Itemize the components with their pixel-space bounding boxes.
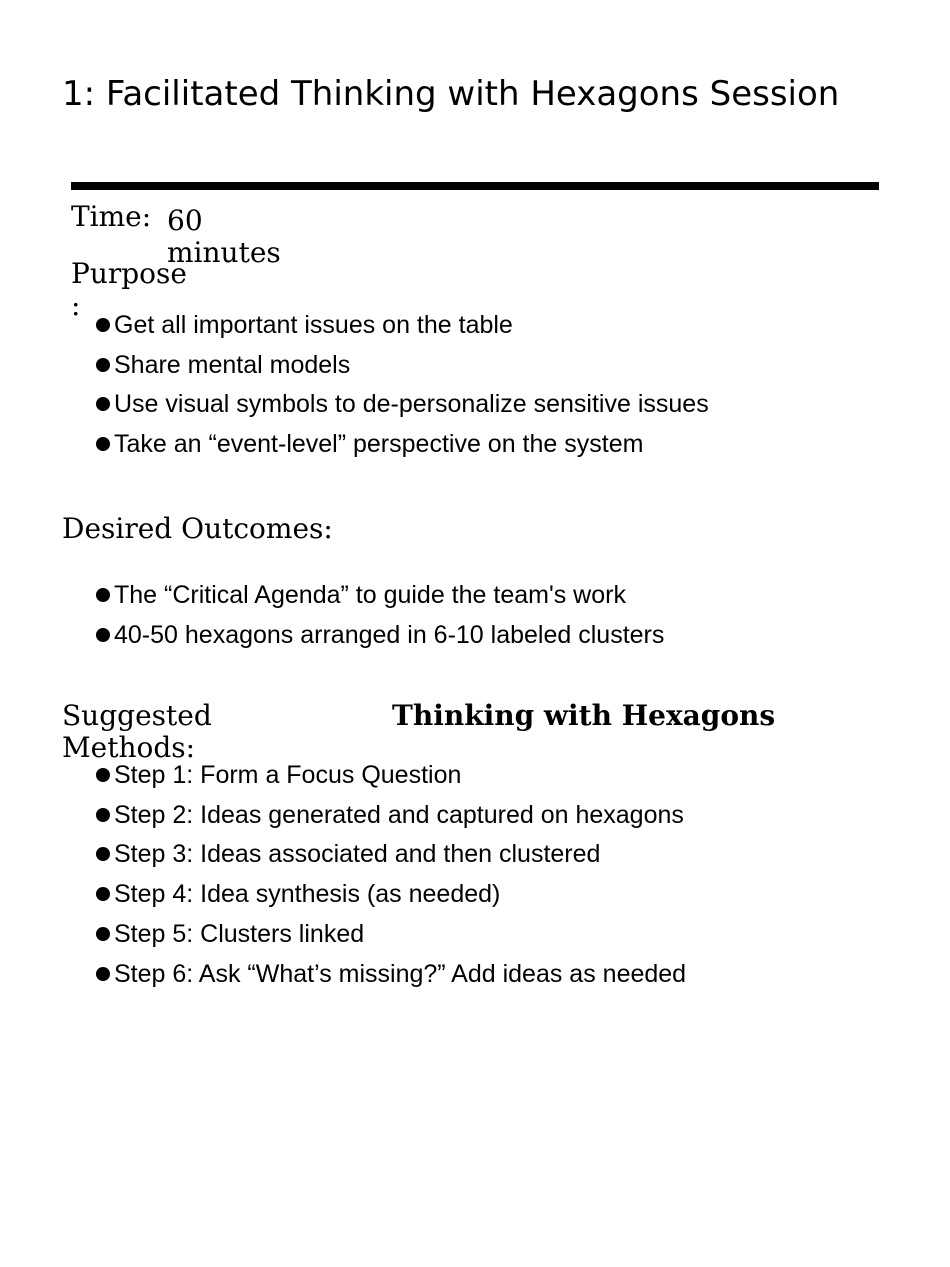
bullet-icon (96, 318, 110, 332)
bullet-icon (96, 768, 110, 782)
list-item (96, 306, 709, 346)
list-item (96, 756, 686, 796)
list-item-text: Get all important issues on the table (114, 311, 513, 339)
list-item-text: Step 1: Form a Focus Question (114, 761, 462, 789)
list-item (96, 796, 686, 836)
time-label-colon: : (141, 200, 152, 233)
page-title: 1: Facilitated Thinking with Hexagons Session (62, 74, 840, 114)
time-value-unit: minutes (167, 236, 281, 269)
purpose-label-colon: : (71, 289, 81, 322)
list-item (96, 915, 686, 955)
list-item-text: Use visual symbols to de-personalize sensitive issues (114, 390, 709, 419)
list-item (96, 835, 686, 875)
bullet-icon (96, 927, 110, 941)
list-item-text: Share mental models (114, 350, 351, 379)
list-item (96, 875, 686, 915)
methods-label-line1: Suggested (62, 699, 212, 732)
list-item-text: The “Critical Agenda” to guide the team's work (114, 581, 626, 609)
list-item-text: Step 3: Ideas associated and then clustered (114, 840, 601, 869)
list-item-text: Step 4: Idea synthesis (as needed) (114, 880, 501, 909)
list-item-text: 40-50 hexagons arranged in 6-10 labeled clusters (114, 620, 665, 649)
list-item (96, 955, 686, 995)
list-item (96, 576, 664, 616)
outcomes-list (96, 576, 664, 655)
bullet-icon (96, 847, 110, 861)
list-item (96, 616, 664, 656)
list-item (96, 425, 709, 465)
time-value-number: 60 (167, 204, 203, 237)
list-item-text: Step 2: Ideas generated and captured on hexagons (114, 800, 684, 829)
bullet-icon (96, 628, 110, 642)
bullet-icon (96, 358, 110, 372)
methods-label (62, 700, 212, 764)
list-item-text: Step 5: Clusters linked (114, 919, 365, 948)
outcomes-label: Desired Outcomes: (62, 512, 333, 545)
bullet-icon (96, 808, 110, 822)
purpose-label: Purpose (71, 257, 187, 290)
methods-label-line2: Methods: (62, 731, 196, 764)
bullet-icon (96, 588, 110, 602)
bullet-icon (96, 967, 110, 981)
methods-list (96, 756, 686, 994)
list-item (96, 385, 709, 425)
bullet-icon (96, 397, 110, 411)
list-item-text: Take an “event-level” perspective on the system (114, 430, 644, 459)
bullet-icon (96, 437, 110, 451)
list-item (96, 346, 709, 386)
time-label-text: Time (71, 200, 142, 233)
time-label (71, 201, 151, 233)
method-title: Thinking with Hexagons (392, 699, 776, 732)
title-divider (71, 182, 879, 190)
list-item-text: Step 6: Ask “What’s missing?” Add ideas as needed (114, 959, 687, 988)
purpose-list (96, 306, 709, 465)
bullet-icon (96, 887, 110, 901)
